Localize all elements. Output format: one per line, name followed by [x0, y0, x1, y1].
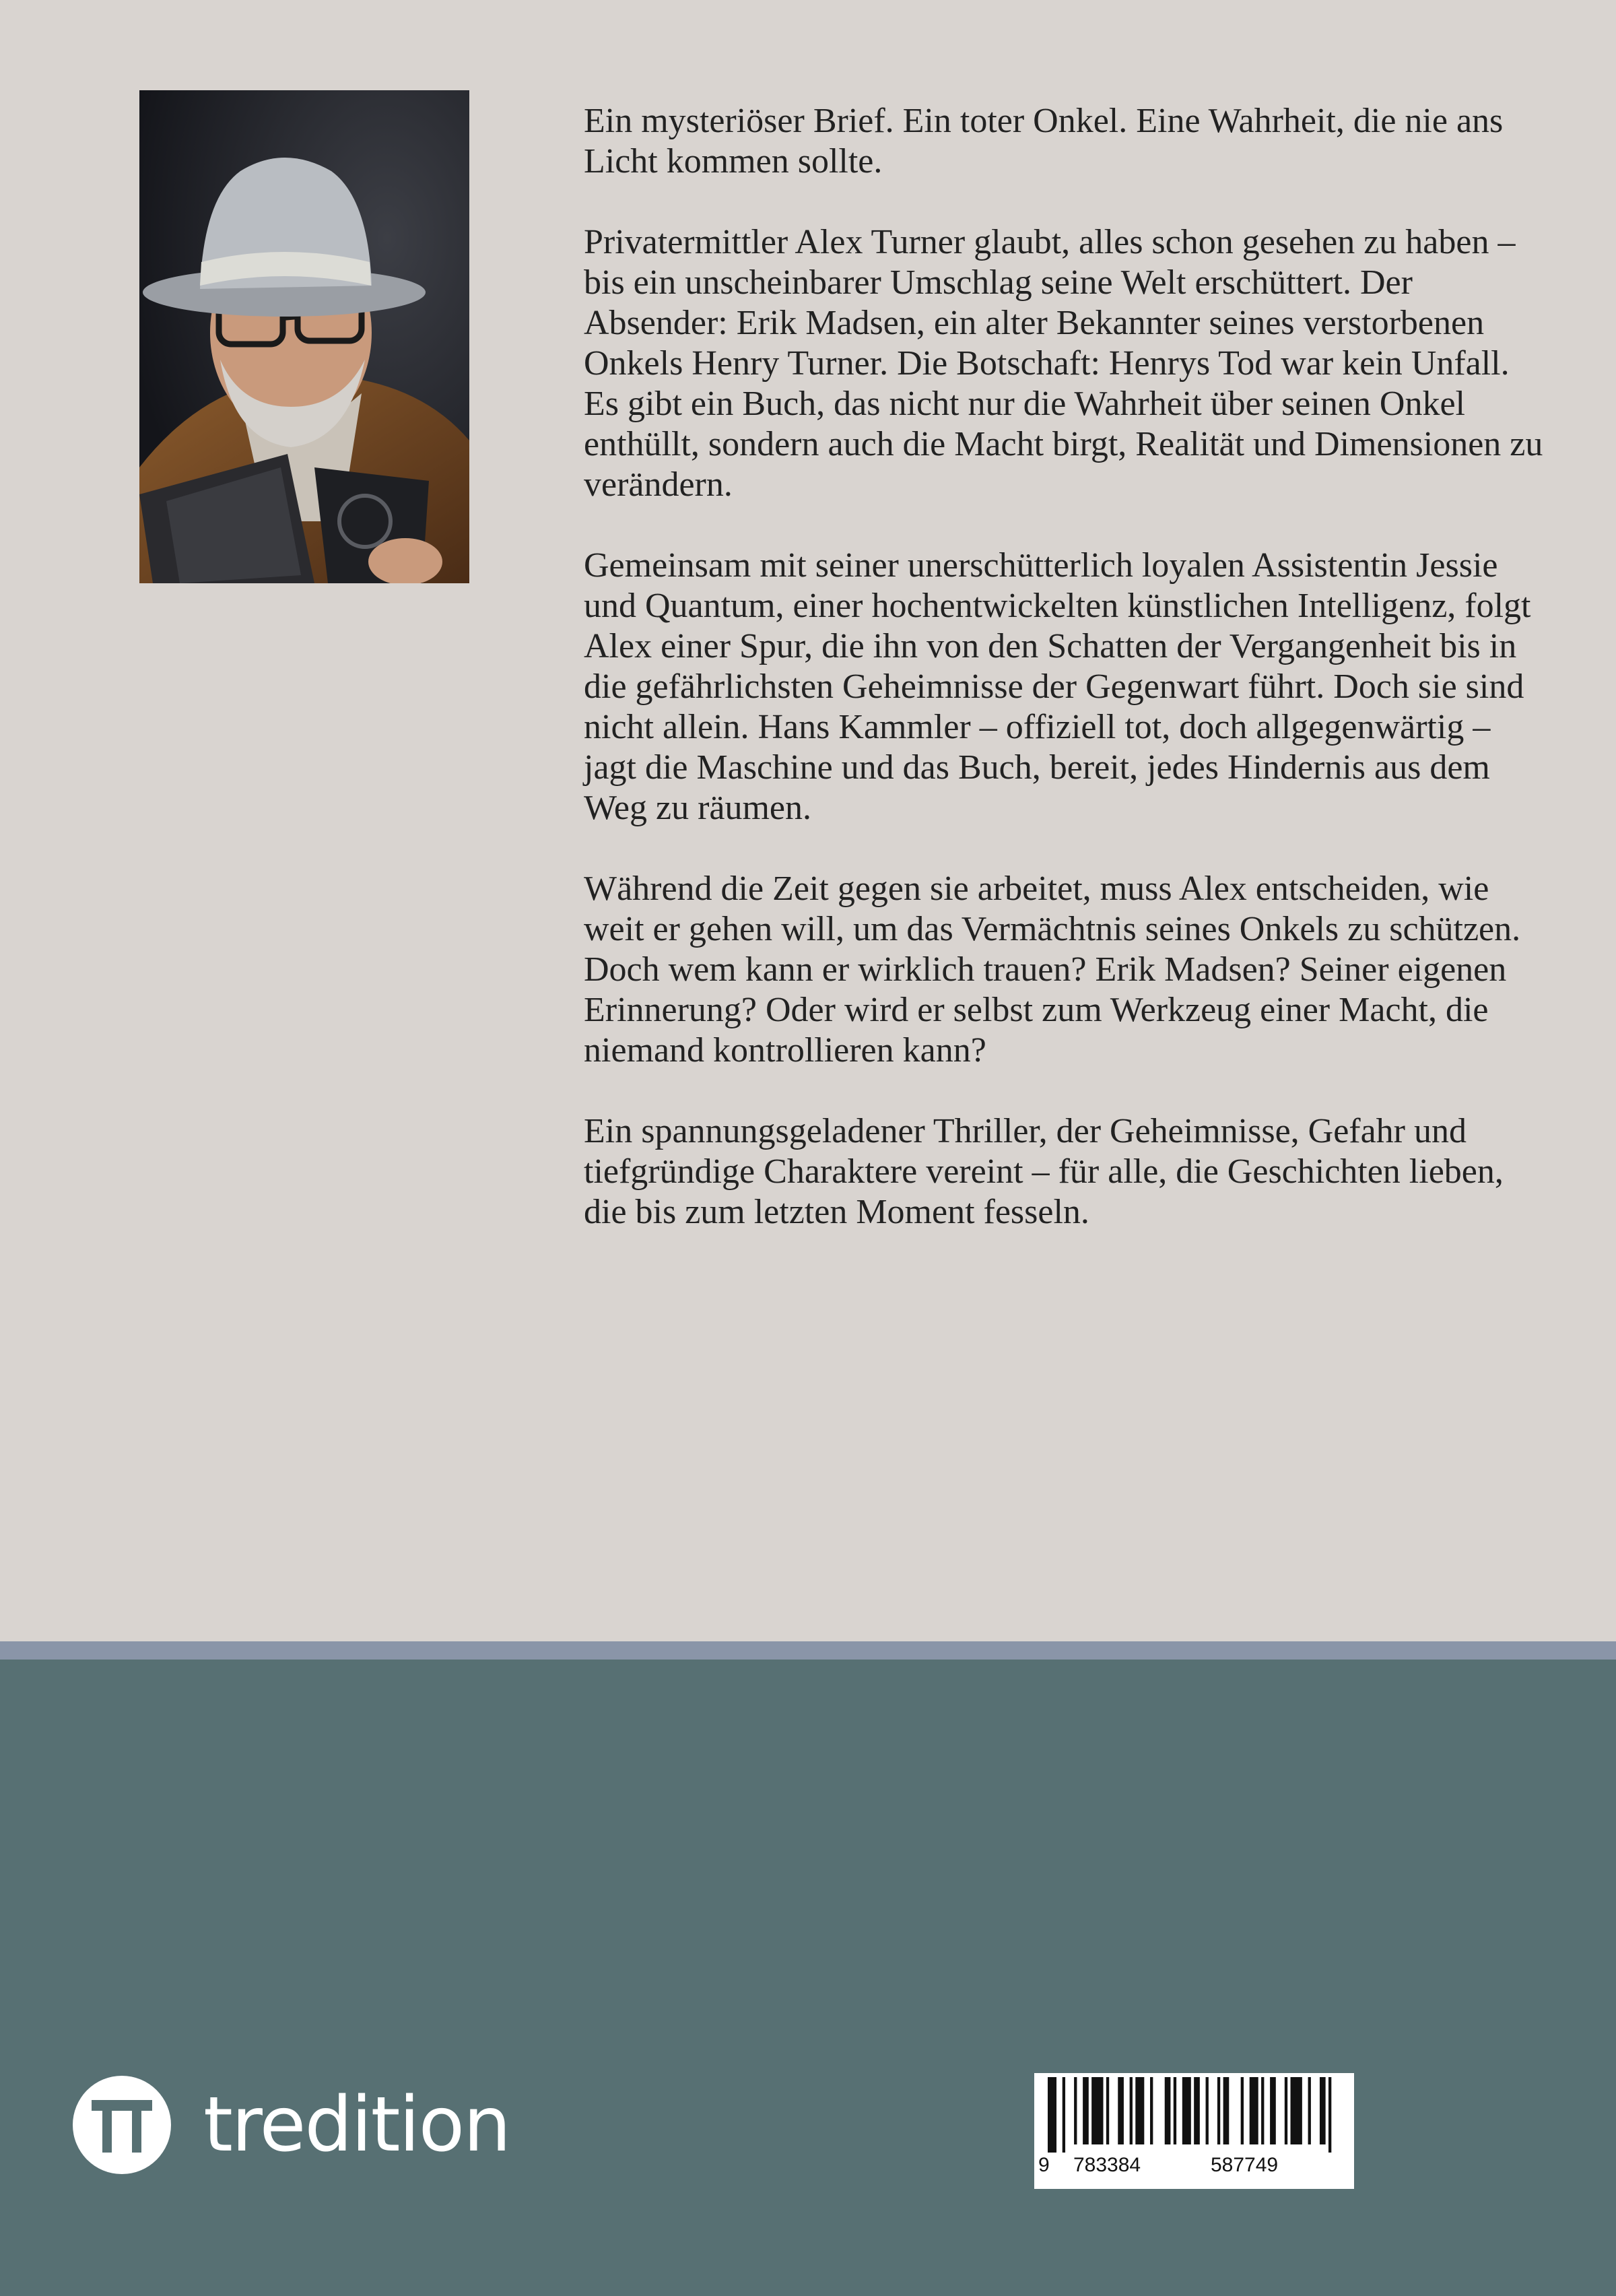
tredition-logo-icon — [73, 2076, 171, 2174]
blurb-paragraph: Während die Zeit gegen sie arbeitet, muss Alex entscheiden, wie weit er gehen will, um das Vermächtnis seines Onkels zu schützen. Doch wem kann er wirklich trauen? Erik Madsen? Seiner eigenen Erinnerung? Oder wird er selbst zum Werkzeug einer Macht, die niemand kontrollieren kann? — [584, 870, 1521, 1070]
author-portrait-image — [139, 90, 469, 583]
barcode-bar — [1308, 2077, 1311, 2144]
barcode-digits-right: 587749 — [1211, 2154, 1279, 2176]
barcode-bar — [1241, 2077, 1244, 2144]
barcode-bar — [1074, 2077, 1077, 2144]
barcode-bars-graphic — [1048, 2077, 1337, 2153]
blurb-paragraph: Gemeinsam mit seiner unerschütterlich loyalen Assistentin Jessie und Quantum, einer hochentwickelten künstlichen Intelligenz, folgt Alex einer Spur, die ihn von den Schatten der Vergangenheit bis in die gefährlichsten Geheimnisse der Gegenwart führt. Doch sie sind nicht allein. Hans Kammler – offiziell tot, doch allgegenwärtig – jagt die Maschine und das Buch, bereit, jedes Hindernis aus dem Weg zu räumen. — [584, 546, 1531, 827]
barcode-bar — [1048, 2077, 1056, 2153]
barcode-bar — [1165, 2077, 1171, 2144]
barcode-bar — [1063, 2077, 1065, 2153]
barcode-bar — [1130, 2077, 1133, 2144]
barcode-bar — [1135, 2077, 1144, 2144]
barcode-bar — [1118, 2077, 1124, 2144]
barcode-bar — [1291, 2077, 1302, 2144]
blurb-text — [584, 101, 1547, 1273]
divider-stripe — [0, 1641, 1616, 1660]
barcode-digit-prefix: 9 — [1038, 2154, 1050, 2176]
barcode-digits — [1034, 2153, 1354, 2182]
barcode-bars — [1048, 2077, 1337, 2153]
blurb-paragraph: Privatermittler Alex Turner glaubt, alles schon gesehen zu haben – bis ein unscheinbarer Umschlag seine Welt erschüttert. Der Absender: Erik Madsen, ein alter Bekannter seines verstorbenen Onkels Henry Turner. Die Botschaft: Henrys Tod war kein Unfall. Es gibt ein Buch, das nicht nur die Wahrheit über seinen Onkel enthüllt, sondern auch die Macht birgt, Realität und Dimensionen zu verändern. — [584, 223, 1543, 504]
barcode-bar — [1223, 2077, 1230, 2144]
blurb-paragraph: Ein mysteriöser Brief. Ein toter Onkel. Eine Wahrheit, die nie ans Licht kommen sollte. — [584, 102, 1504, 181]
barcode-bar — [1182, 2077, 1191, 2144]
blurb-paragraph: Ein spannungsgeladener Thriller, der Geheimnisse, Gefahr und tiefgründige Charaktere vereint – für alle, die Geschichten lieben, die bis zum letzten Moment fesseln. — [584, 1112, 1504, 1231]
barcode-bar — [1217, 2077, 1220, 2144]
barcode-bar — [1320, 2077, 1326, 2144]
barcode-bar — [1328, 2077, 1331, 2153]
barcode-bar — [1270, 2077, 1276, 2144]
barcode-bar — [1250, 2077, 1258, 2144]
cover-bottom-panel — [0, 1660, 1616, 2296]
isbn-barcode — [1034, 2073, 1354, 2189]
author-photo — [139, 90, 469, 583]
barcode-bar — [1091, 2077, 1103, 2144]
barcode-bar — [1261, 2077, 1264, 2144]
barcode-bar — [1206, 2077, 1209, 2144]
barcode-bar — [1174, 2077, 1176, 2144]
barcode-bar — [1106, 2077, 1109, 2144]
publisher-name: tredition — [203, 2081, 510, 2169]
barcode-digits-left: 783384 — [1073, 2154, 1141, 2176]
barcode-bar — [1083, 2077, 1089, 2144]
publisher-logo — [73, 2076, 510, 2174]
barcode-bar — [1150, 2077, 1153, 2144]
barcode-bar — [1194, 2077, 1200, 2144]
barcode-bar — [1285, 2077, 1287, 2144]
